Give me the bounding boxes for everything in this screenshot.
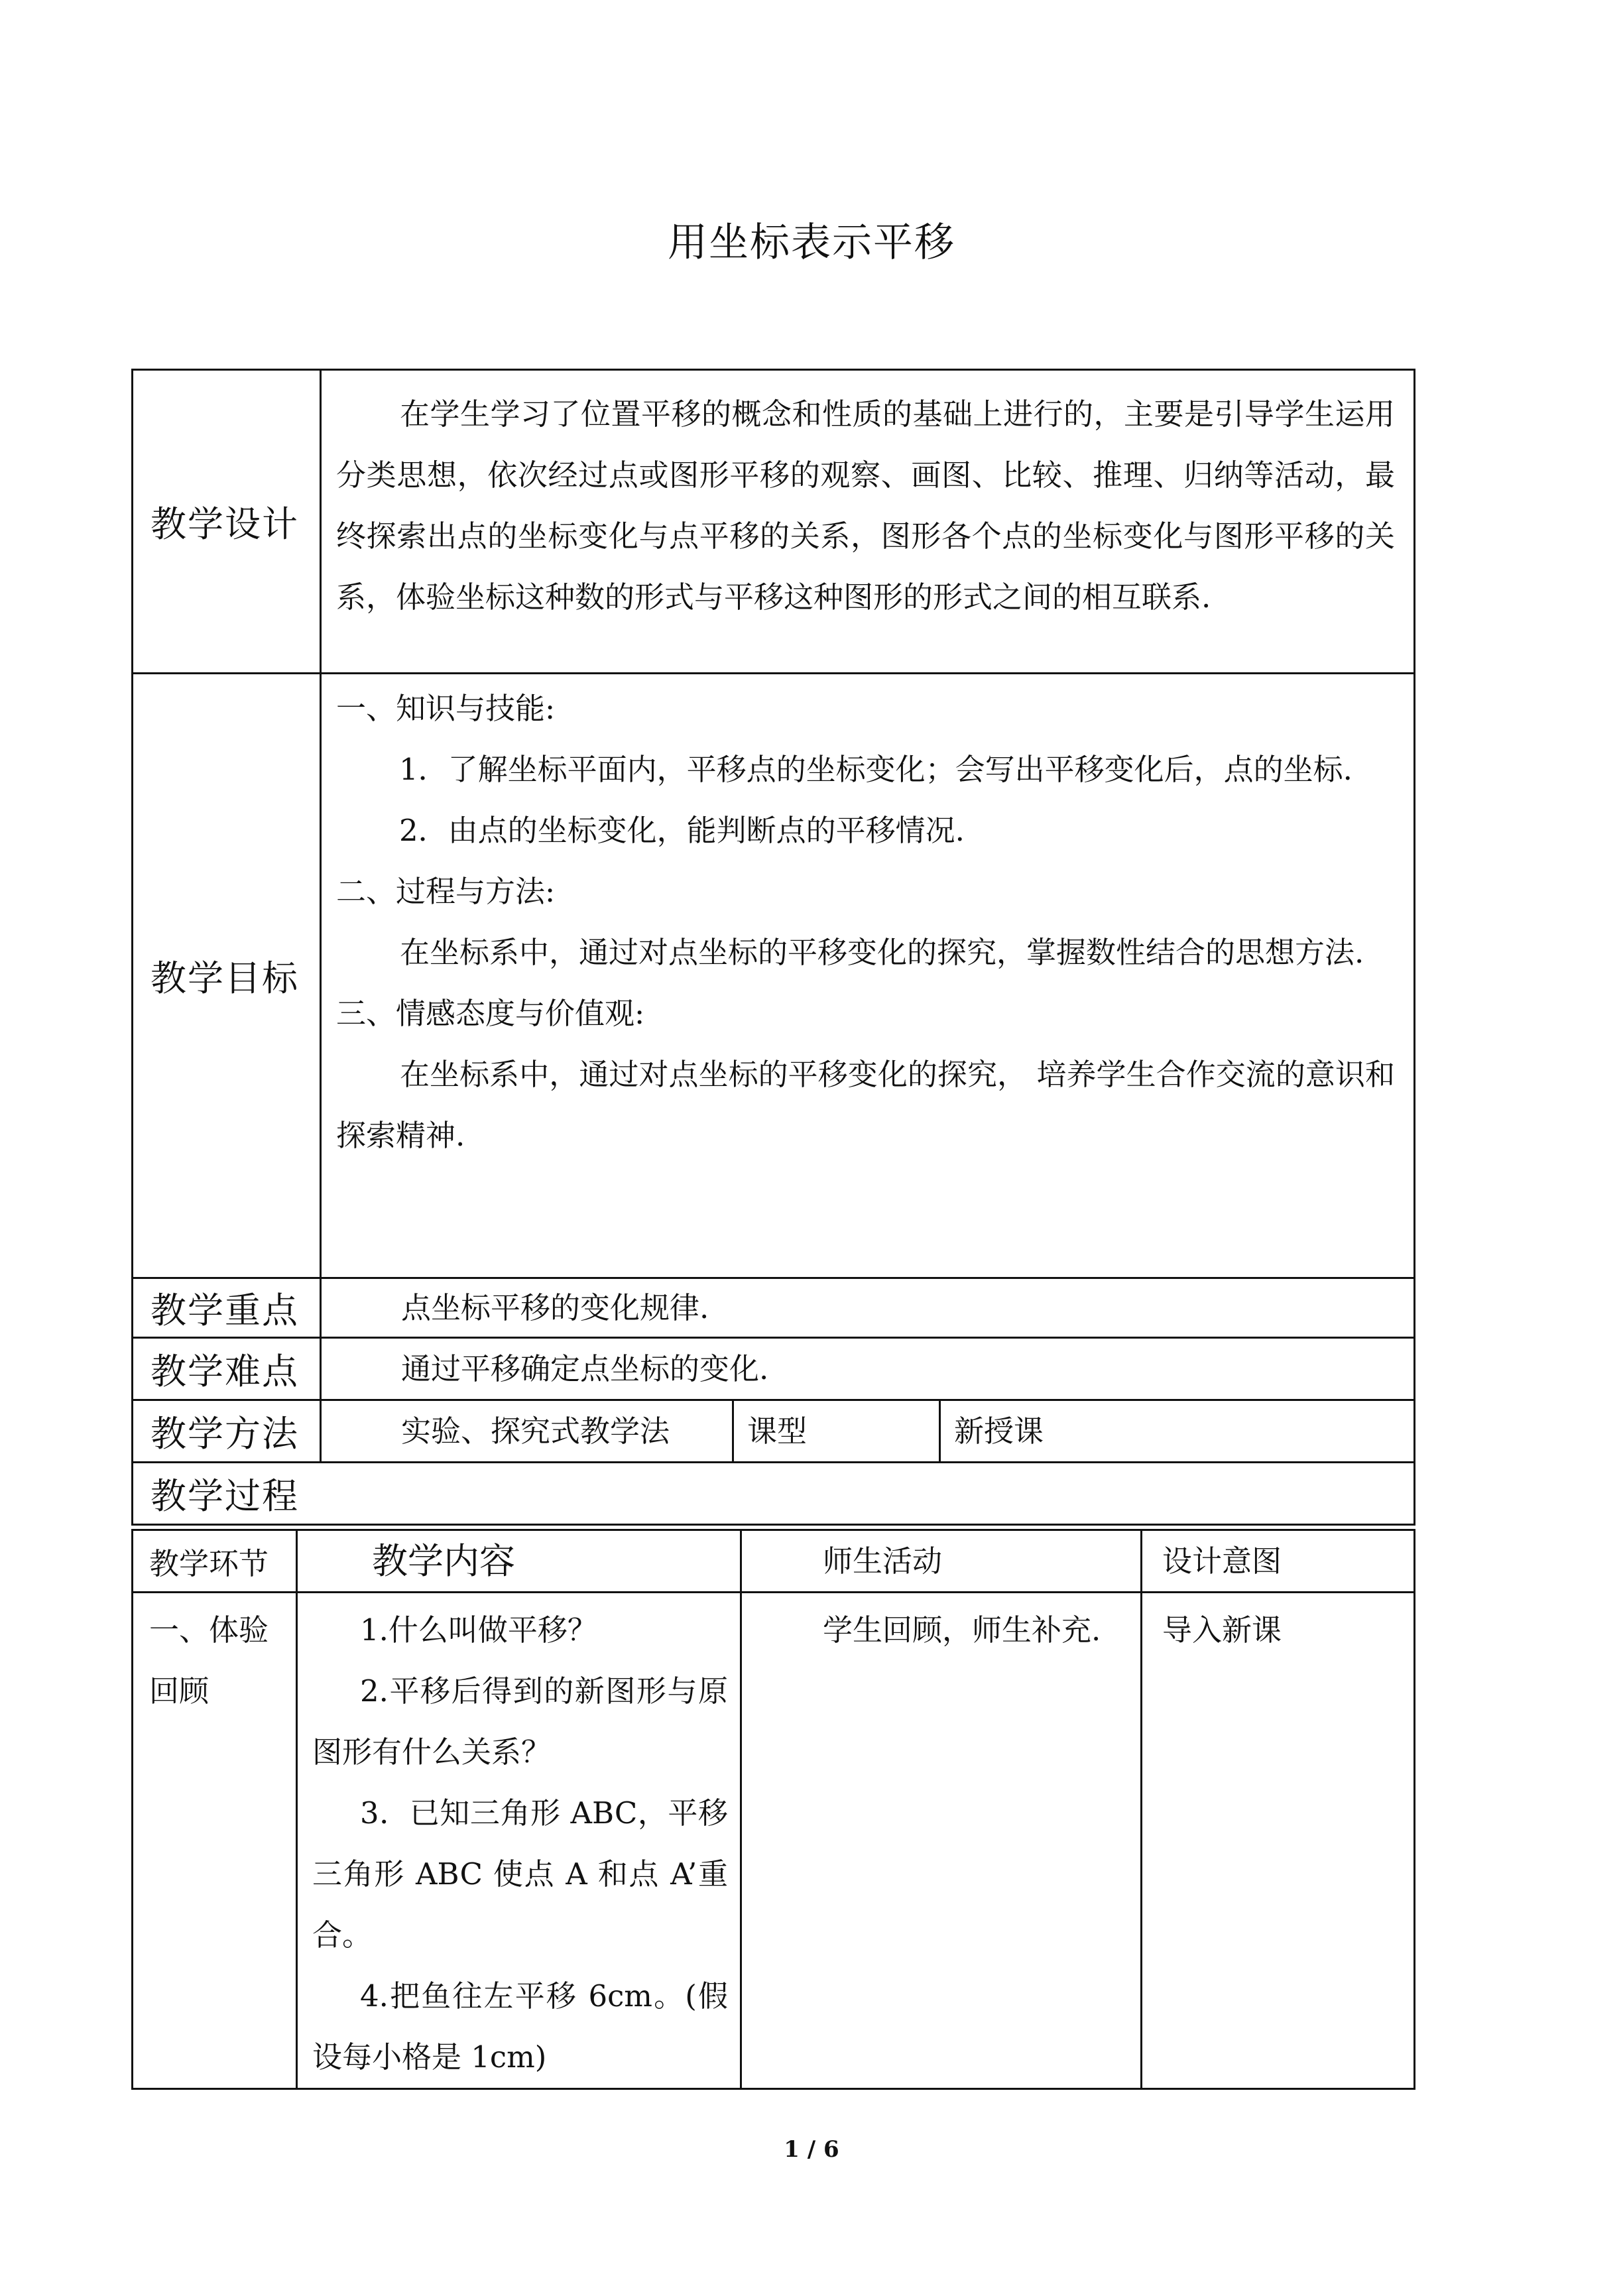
process-label: 教学过程 bbox=[150, 1475, 299, 1517]
lesson-plan-table bbox=[131, 369, 1415, 1526]
method-text: 实验、探究式教学法 bbox=[401, 1413, 670, 1449]
content-item-1: 1.什么叫做平移？ bbox=[360, 1612, 597, 1648]
design-label-cell bbox=[133, 370, 321, 674]
objectives-heading-3: 三、情感态度与价值观: bbox=[336, 996, 645, 1031]
content-item-4: 4.把鱼往左平移 6cm。(假设每小格是 1cm) bbox=[312, 1978, 728, 2075]
lesson-type-value: 新授课 bbox=[954, 1413, 1044, 1449]
difficulty-text: 通过平移确定点坐标的变化. bbox=[401, 1351, 769, 1386]
header-stage-cell bbox=[133, 1530, 297, 1593]
objectives-label: 教学目标 bbox=[150, 957, 299, 999]
header-intent-cell bbox=[1142, 1530, 1415, 1593]
lesson-type-value-cell bbox=[940, 1400, 1415, 1463]
difficulty-label-cell bbox=[133, 1338, 321, 1400]
key-point-content-cell bbox=[321, 1278, 1415, 1338]
content-item-3: 3．已知三角形 ABC，平移三角形 ABC 使点 A 和点 A’重合。 bbox=[312, 1795, 728, 1953]
page-number: 1 / 6 bbox=[784, 2136, 839, 2163]
header-activity-cell bbox=[741, 1530, 1142, 1593]
header-stage: 教学环节 bbox=[149, 1546, 269, 1581]
method-content-cell bbox=[321, 1400, 733, 1463]
objectives-heading-1: 一、知识与技能: bbox=[336, 691, 556, 726]
lesson-type-label-cell bbox=[733, 1400, 940, 1463]
design-label: 教学设计 bbox=[150, 503, 299, 545]
method-label: 教学方法 bbox=[150, 1413, 299, 1455]
design-content-cell bbox=[321, 370, 1415, 674]
method-label-cell bbox=[133, 1400, 321, 1463]
lesson-type-label: 课型 bbox=[747, 1413, 808, 1449]
stage-text: 一、体验回顾 bbox=[149, 1612, 269, 1709]
intent-text: 导入新课 bbox=[1162, 1612, 1282, 1648]
content-cell bbox=[297, 1593, 741, 2089]
activity-text: 学生回顾，师生补充. bbox=[823, 1612, 1101, 1648]
activity-cell bbox=[741, 1593, 1142, 2089]
key-point-text: 点坐标平移的变化规律. bbox=[401, 1290, 709, 1325]
difficulty-label: 教学难点 bbox=[150, 1351, 299, 1392]
header-activity: 师生活动 bbox=[823, 1543, 943, 1579]
objectives-label-cell bbox=[133, 674, 321, 1278]
key-point-label-cell bbox=[133, 1278, 321, 1338]
header-content: 教学内容 bbox=[372, 1540, 515, 1582]
objectives-attitude-text: 在坐标系中，通过对点坐标的平移变化的探究， 培养学生合作交流的意识和探索精神. bbox=[336, 1057, 1396, 1153]
objectives-item-2: 2．由点的坐标变化，能判断点的平移情况. bbox=[399, 813, 965, 848]
content-item-2: 2.平移后得到的新图形与原图形有什么关系？ bbox=[312, 1673, 728, 1770]
header-content-cell bbox=[297, 1530, 741, 1593]
page-title: 用坐标表示平移 bbox=[668, 219, 955, 266]
objectives-content-cell bbox=[321, 674, 1415, 1278]
objectives-item-1: 1．了解坐标平面内，平移点的坐标变化；会写出平移变化后，点的坐标. bbox=[399, 752, 1352, 787]
key-point-label: 教学重点 bbox=[150, 1290, 299, 1331]
difficulty-content-cell bbox=[321, 1338, 1415, 1400]
intent-cell bbox=[1142, 1593, 1415, 2089]
process-table bbox=[131, 1529, 1415, 2090]
stage-cell bbox=[133, 1593, 297, 2089]
objectives-process-text: 在坐标系中，通过对点坐标的平移变化的探究，掌握数性结合的思想方法. bbox=[400, 935, 1364, 970]
process-label-cell bbox=[133, 1463, 1415, 1525]
design-text: 在学生学习了位置平移的概念和性质的基础上进行的，主要是引导学生运用分类思想，依次经过点或图形平移的观察、画图、比较、推理、归纳等活动，最终探索出点的坐标变化与点平移的关系，图形各个点的坐标变化与图形平移的关系，体验坐标这种数的形式与平移这种图形的形式之间的相互联系. bbox=[336, 396, 1396, 615]
header-intent: 设计意图 bbox=[1162, 1543, 1282, 1579]
objectives-heading-2: 二、过程与方法: bbox=[336, 874, 556, 909]
